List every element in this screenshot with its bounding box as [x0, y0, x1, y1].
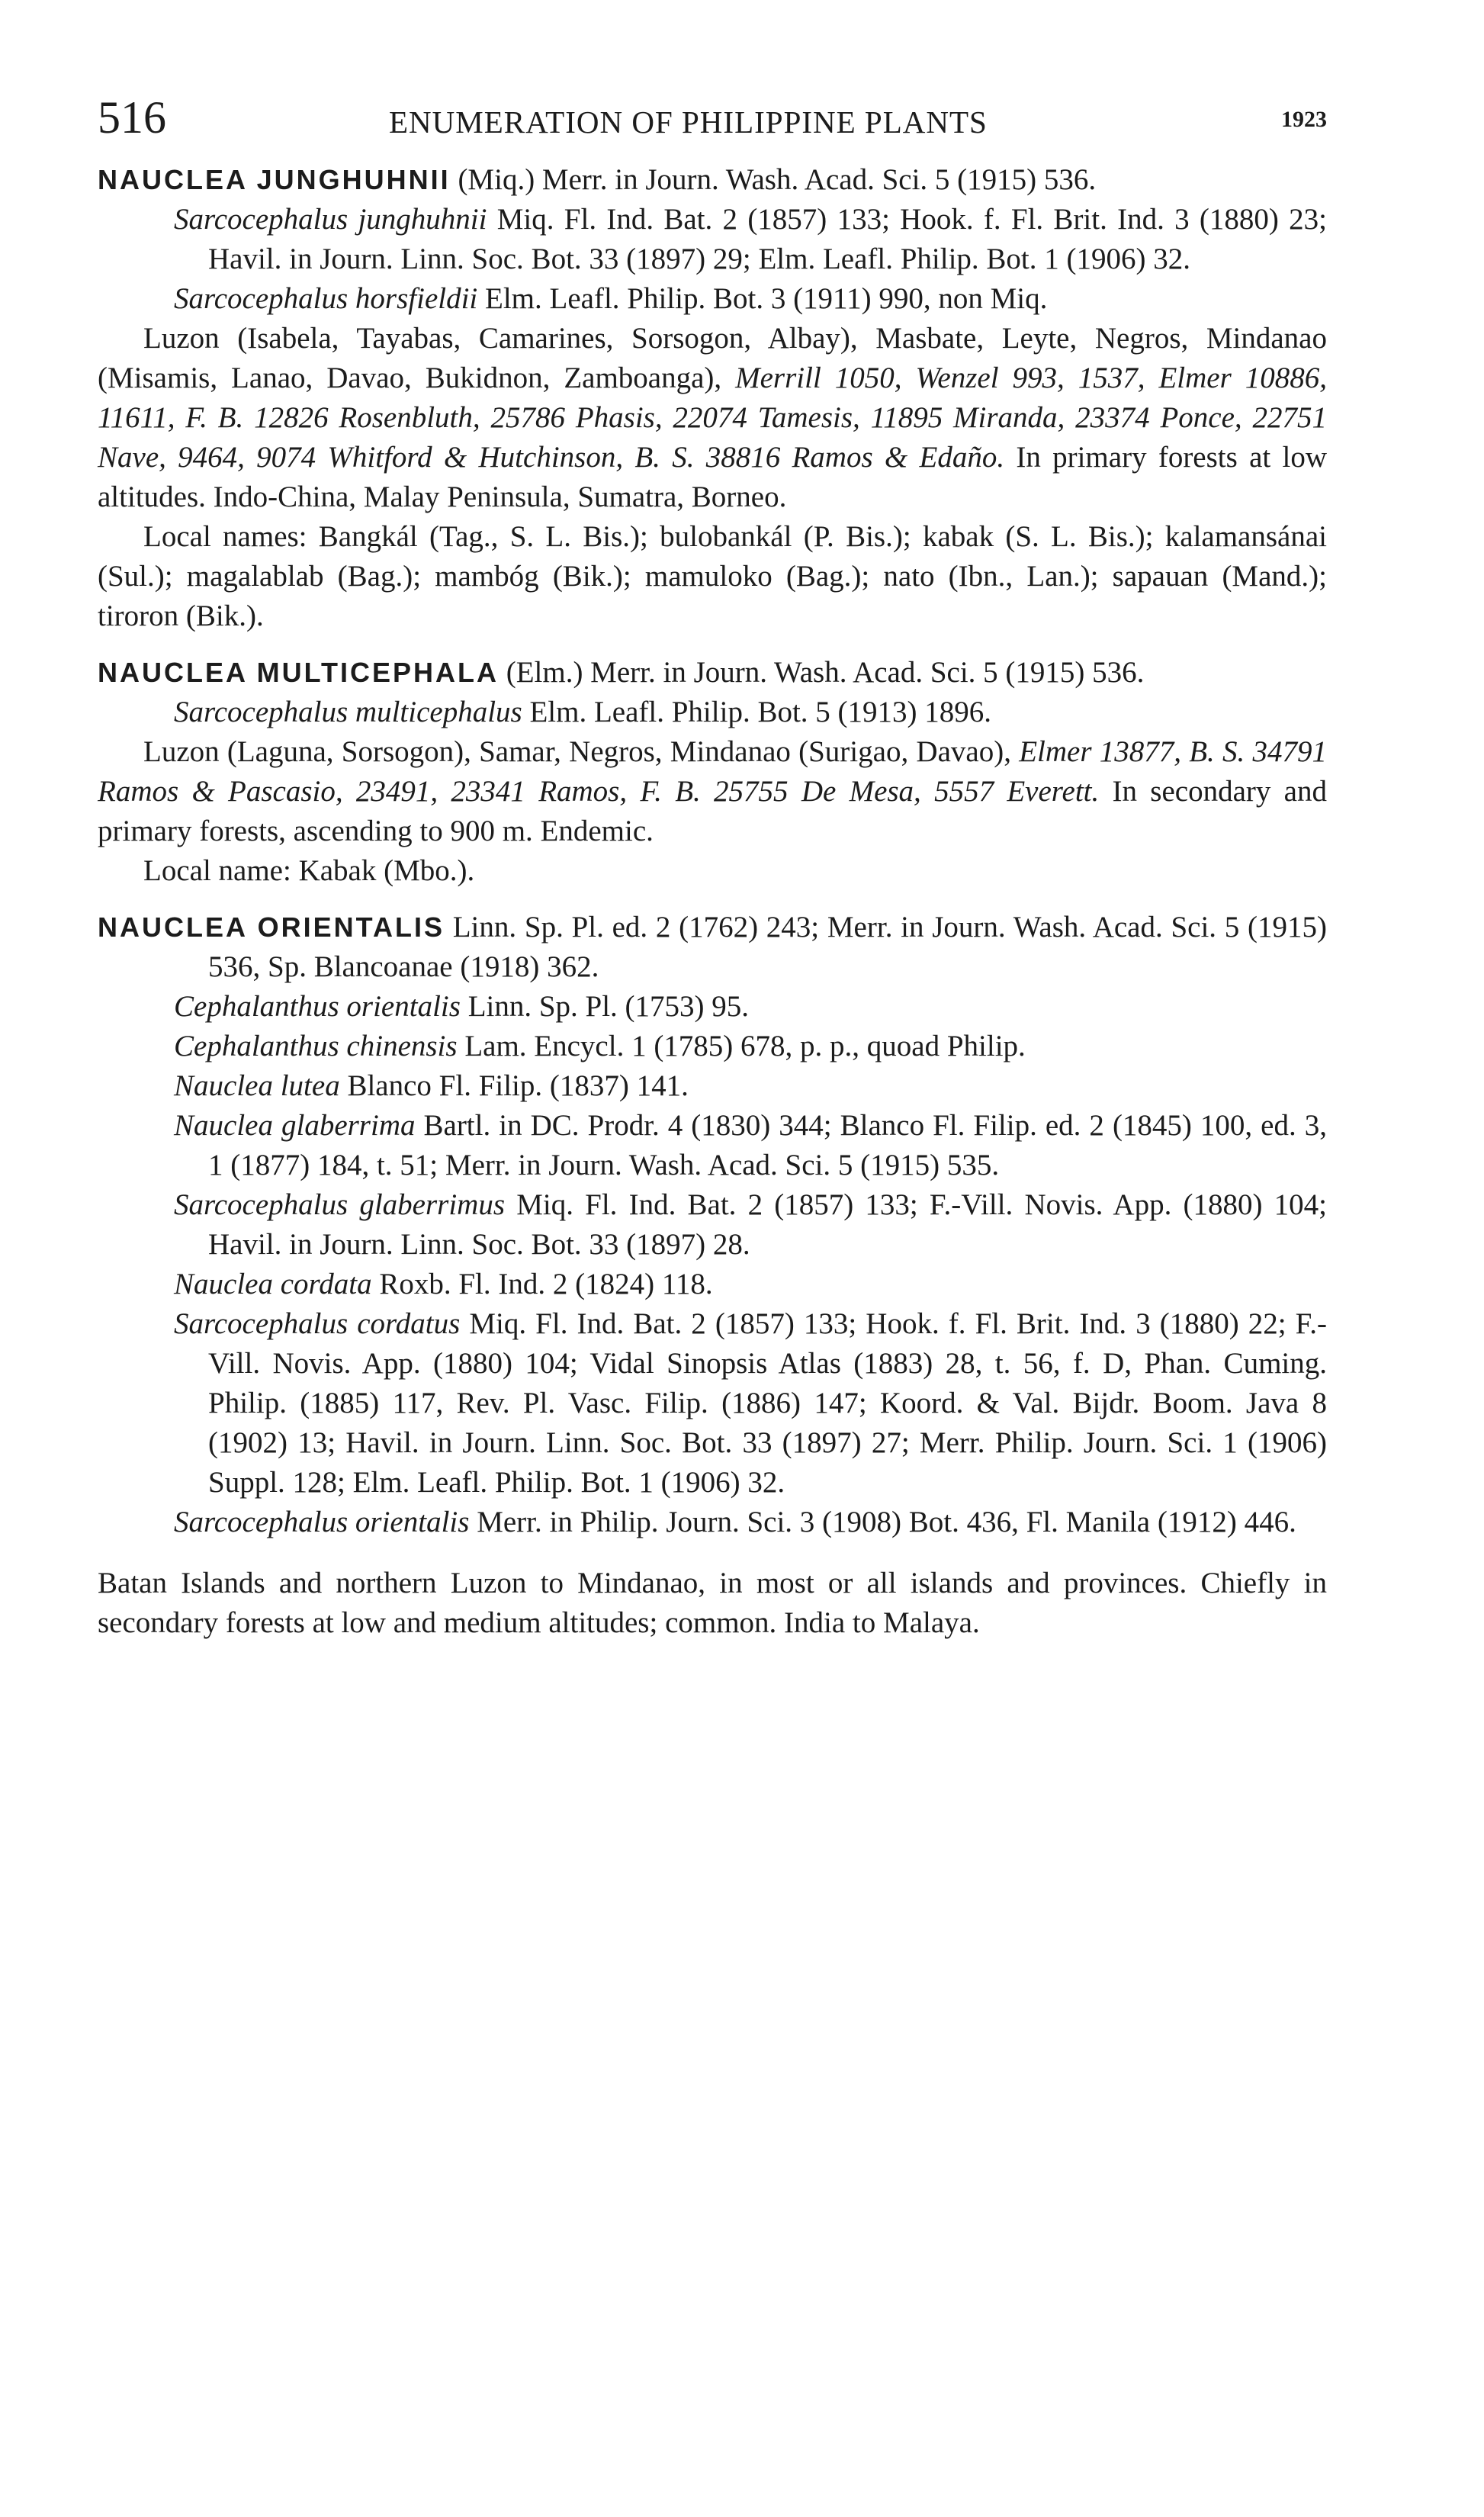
species-heading [98, 653, 1327, 693]
species-name: NAUCLEA JUNGHUHNII [98, 164, 451, 195]
synonym-name: Nauclea cordata [174, 1268, 372, 1300]
species-name: NAUCLEA MULTICEPHALA [98, 657, 499, 688]
synonym-name: Cephalanthus orientalis [174, 990, 461, 1023]
synonym-citation: Miq. Fl. Ind. Bat. 2 (1857) 133; Hook. f. Fl. Brit. Ind. 3 (1880) 23; Havil. in Journ. Linn. Soc. Bot. 33 (1897) 29; Elm. Leafl. Philip. Bot. 1 (1906) 32. [208, 203, 1328, 275]
page [98, 92, 1327, 1643]
synonym-name: Cephalanthus chinensis [174, 1030, 458, 1062]
synonym-name: Sarcocephalus junghuhnii [174, 203, 487, 236]
synonym [98, 1185, 1327, 1265]
synonym [98, 200, 1327, 279]
distribution-localities: Luzon (Laguna, Sorsogon), Samar, Negros, Mindanao (Surigao, Davao), [143, 735, 1011, 768]
synonym-name: Nauclea lutea [174, 1069, 340, 1102]
synonym-citation: Lam. Encycl. 1 (1785) 678, p. p., quoad Philip. [464, 1030, 1026, 1062]
synonym [98, 1066, 1327, 1106]
year: 1923 [1281, 107, 1327, 132]
synonym-citation: Blanco Fl. Filip. (1837) 141. [347, 1069, 689, 1102]
synonym [98, 1304, 1327, 1503]
specimen-list: Merrill 1050, Wenzel 993, 1537, Elmer 10886, 11611, F. B. 12826 Rosenbluth, 25786 Phasis, 22074 Tamesis, 11895 Miranda, 23374 Ponce, 22751 Nave, 9464, 9074 Whitford & Hutchinson, B. S. 38816 Ramos & Edaño. [98, 362, 1327, 474]
synonym-name: Sarcocephalus horsfieldii [174, 282, 478, 315]
synonym-citation: Merr. in Philip. Journ. Sci. 3 (1908) Bot. 436, Fl. Manila (1912) 446. [477, 1506, 1296, 1538]
synonym-citation: Elm. Leafl. Philip. Bot. 3 (1911) 990, non Miq. [485, 282, 1048, 315]
habitat-range: In secondary and primary forests, ascending to 900 m. Endemic. [98, 775, 1327, 847]
synonym-name: Sarcocephalus glaberrimus [174, 1188, 506, 1221]
species-entry [98, 908, 1327, 1542]
closing-distribution: Batan Islands and northern Luzon to Mindanao, in most or all islands and provinces. Chiefly in secondary forests at low and medium altitudes; common. India to Malaya. [98, 1567, 1327, 1639]
local-names: Local names: Bangkál (Tag., S. L. Bis.); bulobankál (P. Bis.); kabak (S. L. Bis.); kalamansánai (Sul.); magalablab (Bag.); mambóg (Bik.); mamuloko (Bag.); nato (Ibn., Lan.); sapauan (Mand.); tiroron (Bik.). [98, 520, 1327, 632]
synonym [98, 693, 1327, 732]
synonym-name: Sarcocephalus cordatus [174, 1307, 461, 1340]
species-authority: (Miq.) Merr. in Journ. Wash. Acad. Sci. 5 (1915) 536. [458, 163, 1097, 196]
species-heading [98, 160, 1327, 200]
distribution [98, 319, 1327, 517]
running-title: ENUMERATION OF PHILIPPINE PLANTS [389, 104, 988, 140]
page-content [98, 160, 1327, 1643]
distribution-localities: Luzon (Isabela, Tayabas, Camarines, Sorsogon, Albay), Masbate, Leyte, Negros, Mindanao (Misamis, Lanao, Davao, Bukidnon, Zamboanga), [98, 322, 1327, 394]
species-authority: Linn. Sp. Pl. ed. 2 (1762) 243; Merr. in Journ. Wash. Acad. Sci. 5 (1915) 536, Sp. Blancoanae (1918) 362. [208, 911, 1328, 983]
synonym-citation: Elm. Leafl. Philip. Bot. 5 (1913) 1896. [529, 696, 992, 728]
synonym-citation: Miq. Fl. Ind. Bat. 2 (1857) 133; F.-Vill. Novis. App. (1880) 104; Havil. in Journ. Linn. Soc. Bot. 33 (1897) 28. [208, 1188, 1327, 1261]
synonym [98, 987, 1327, 1027]
synonym [98, 1106, 1327, 1185]
species-entry [98, 160, 1327, 636]
synonym-citation: Miq. Fl. Ind. Bat. 2 (1857) 133; Hook. f. Fl. Brit. Ind. 3 (1880) 22; F.-Vill. Novis. App. (1880) 104; Vidal Sinopsis Atlas (1883) 28, t. 56, f. D, Phan. Cuming. Philip. (1885) 117, Rev. Pl. Vasc. Filip. (1886) 147; Koord. & Val. Bijdr. Boom. Java 8 (1902) 13; Havil. in Journ. Linn. Soc. Bot. 33 (1897) 27; Merr. Philip. Journ. Sci. 1 (1906) Suppl. 128; Elm. Leafl. Philip. Bot. 1 (1906) 32. [208, 1307, 1327, 1499]
page-number: 516 [98, 92, 166, 143]
synonym [98, 1027, 1327, 1066]
local-names: Local name: Kabak (Mbo.). [143, 854, 475, 887]
habitat-range: In primary forests at low altitudes. Indo-China, Malay Peninsula, Sumatra, Borneo. [98, 441, 1327, 513]
synonym [98, 1503, 1327, 1542]
synonym-name: Sarcocephalus orientalis [174, 1506, 470, 1538]
synonym-name: Sarcocephalus multicephalus [174, 696, 522, 728]
species-heading [98, 908, 1327, 987]
species-entry [98, 653, 1327, 891]
specimen-list: Elmer 13877, B. S. 34791 Ramos & Pascasio, 23491, 23341 Ramos, F. B. 25755 De Mesa, 5557 Everett. [98, 735, 1327, 808]
synonym-citation: Bartl. in DC. Prodr. 4 (1830) 344; Blanco Fl. Filip. ed. 2 (1845) 100, ed. 3, 1 (1877) 184, t. 51; Merr. in Journ. Wash. Acad. Sci. 5 (1915) 535. [208, 1109, 1328, 1181]
synonym-name: Nauclea glaberrima [174, 1109, 416, 1142]
synonym [98, 1265, 1327, 1304]
synonym-citation: Roxb. Fl. Ind. 2 (1824) 118. [379, 1268, 713, 1300]
page-header [98, 92, 1327, 160]
species-name: NAUCLEA ORIENTALIS [98, 911, 445, 943]
synonym-citation: Linn. Sp. Pl. (1753) 95. [467, 990, 750, 1023]
species-authority: (Elm.) Merr. in Journ. Wash. Acad. Sci. 5 (1915) 536. [506, 656, 1145, 689]
synonym [98, 279, 1327, 319]
distribution [98, 732, 1327, 851]
